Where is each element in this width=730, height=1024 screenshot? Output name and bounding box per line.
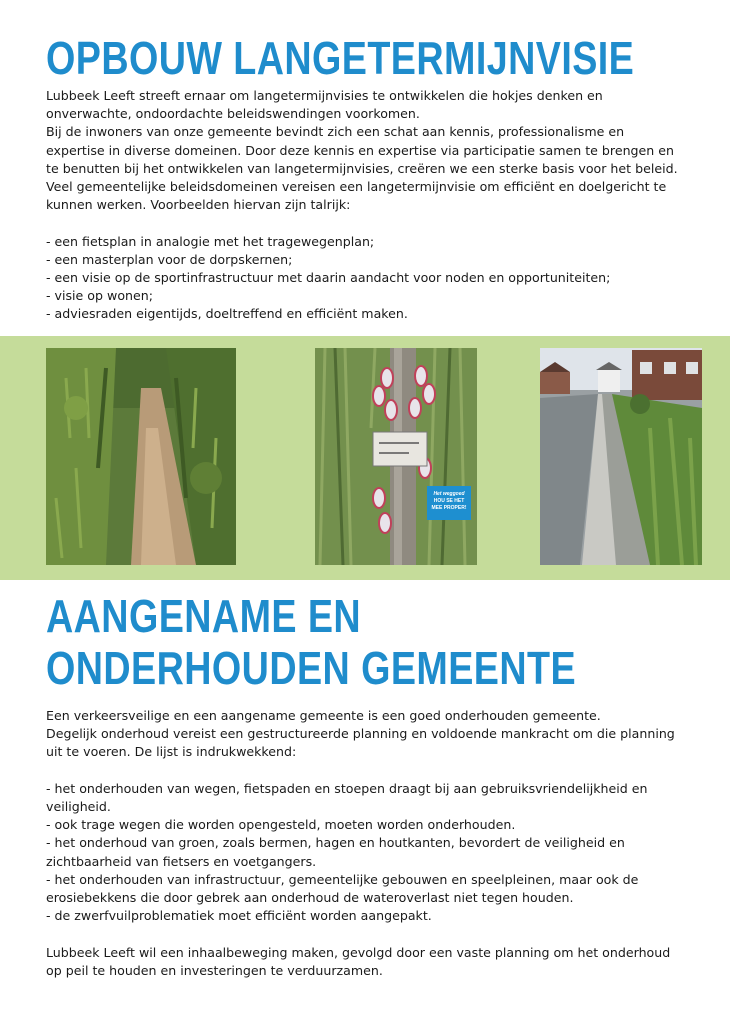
section-body-langetermijnvisie <box>46 87 686 324</box>
litter-sign <box>428 487 470 519</box>
list-item: - het onderhouden van wegen, fietspaden en stoepen draagt bij aan gebruiksvriendelijkheid en veiligheid. <box>46 780 648 814</box>
list-item: - een visie op de sportinfrastructuur met daarin aandacht voor noden en opportuniteiten; <box>46 270 611 286</box>
photo-overgrown-path <box>46 348 236 565</box>
paragraph: Lubbeek Leeft streeft ernaar om langetermijnvisies te ontwikkelen die hokjes denken en onverwachte, ondoordachte beleidswendingen voorkomen. <box>46 88 603 122</box>
sign-line: Het weggoed <box>433 491 465 497</box>
list-item: - visie op wonen; <box>46 288 153 304</box>
photo-street-sidewalk <box>540 348 702 565</box>
list-item: - ook trage wegen die worden opengesteld, moeten worden onderhouden. <box>46 817 516 833</box>
paragraph: Lubbeek Leeft wil een inhaalbeweging maken, gevolgd door een vaste planning om het onderhoud op peil te houden en investeringen te verduurzamen. <box>46 944 671 978</box>
sign-line: MEE PROPER! <box>431 505 467 511</box>
section-title-langetermijnvisie: OPBOUW LANGETERMIJNVISIE <box>46 32 635 84</box>
paragraph: Bij de inwoners van onze gemeente bevindt zich een schat aan kennis, professionalisme en expertise in diverse domeinen. Door deze kennis en expertise via participatie samen te brengen en te benutten bij het ontwikkelen van langetermijnvisies, creëren we een sterke basis voor het beleid. <box>46 124 678 176</box>
paragraph: Veel gemeentelijke beleidsdomeinen vereisen een langetermijnvisie om efficiënt en doelgericht te kunnen werken. Voorbeelden hiervan zijn talrijk: <box>46 179 667 213</box>
section-title-onderhoud <box>46 590 576 694</box>
paragraph: Degelijk onderhoud vereist een gestructureerde planning en voldoende mankracht om die planning uit te voeren. De lijst is indrukwekkend: <box>46 726 675 760</box>
sign-line: HOU SE HET <box>433 498 465 504</box>
title-line: ONDERHOUDEN GEMEENTE <box>46 642 577 694</box>
list-item: - het onderhouden van infrastructuur, gemeentelijke gebouwen en speelpleinen, maar ook de erosiebekkens die door gebrek aan onderhoud de wateroverlast niet tegen houden. <box>46 871 639 906</box>
list-item: - de zwerfvuilproblematiek moet efficiënt worden aangepakt. <box>46 908 432 924</box>
list-item: - het onderhoud van groen, zoals bermen, hagen en houtkanten, bevordert de veiligheid en zichtbaarheid van fietsers en voetgangers. <box>46 835 625 869</box>
list-item: - een masterplan voor de dorpskernen; <box>46 251 293 267</box>
photo-litter-pole <box>315 348 477 565</box>
list-item: - een fietsplan in analogie met het tragewegenplan; <box>46 233 375 249</box>
paragraph: Een verkeersveilige en een aangename gemeente is een goed onderhouden gemeente. <box>46 708 601 723</box>
title-line: AANGENAME EN <box>46 590 362 642</box>
list-item: - adviesraden eigentijds, doeltreffend en efficiënt maken. <box>46 306 408 322</box>
section-body-onderhoud <box>46 707 686 980</box>
